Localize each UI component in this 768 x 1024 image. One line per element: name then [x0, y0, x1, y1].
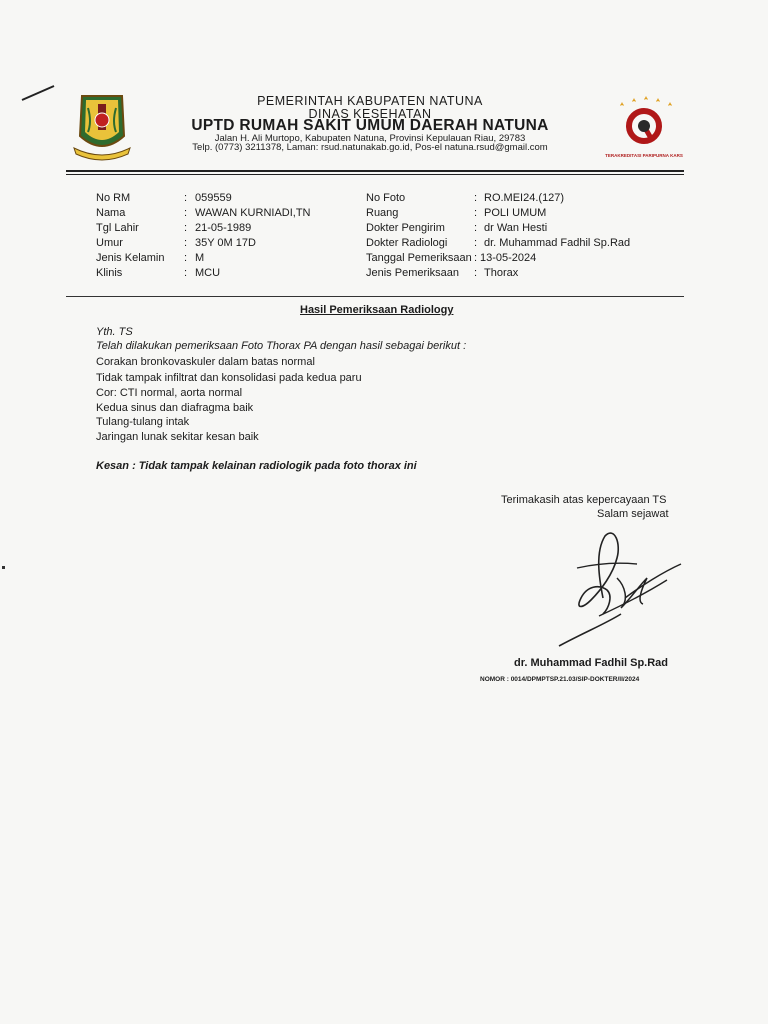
- info-label: Tanggal Pemeriksaan: [366, 252, 472, 264]
- natuna-coat-of-arms-logo: [70, 92, 134, 162]
- header-divider-thick: [66, 170, 684, 172]
- info-label: Nama: [96, 207, 126, 219]
- license-number: NOMOR : 0014/DPMPTSP.21.03/SIP-DOKTER/II/2024: [480, 676, 640, 683]
- finding-line: Cor: CTI normal, aorta normal: [96, 387, 243, 399]
- info-value: WAWAN KURNIADI,TN: [195, 207, 311, 219]
- info-label: Jenis Kelamin: [96, 252, 165, 264]
- info-value: dr. Muhammad Fadhil Sp.Rad: [484, 237, 631, 249]
- info-value: 059559: [195, 192, 232, 204]
- info-value: RO.MEI24.(127): [484, 192, 565, 204]
- finding-line: Corakan bronkovaskuler dalam batas normal: [96, 356, 315, 368]
- header-hospital-name: UPTD RUMAH SAKIT UMUM DAERAH NATUNA: [191, 117, 549, 134]
- pen-mark: [18, 82, 58, 104]
- info-value: 35Y 0M 17D: [195, 237, 256, 249]
- info-label: No Foto: [366, 192, 406, 204]
- section-divider: [66, 296, 684, 297]
- info-value: dr Wan Hesti: [484, 222, 548, 234]
- info-label: Klinis: [96, 267, 123, 279]
- info-label: No RM: [96, 192, 131, 204]
- info-value: MCU: [195, 267, 221, 279]
- finding-line: Kedua sinus dan diafragma baik: [96, 402, 254, 414]
- finding-line: Tulang-tulang intak: [96, 416, 190, 428]
- info-label: Jenis Pemeriksaan: [366, 267, 459, 279]
- info-label: Dokter Pengirim: [366, 222, 445, 234]
- header-department: DINAS KESEHATAN: [308, 107, 432, 121]
- finding-line: Jaringan lunak sekitar kesan baik: [96, 431, 259, 443]
- report-salutation: Yth. TS: [96, 326, 133, 338]
- info-value: 21-05-1989: [195, 222, 252, 234]
- report-conclusion: Kesan : Tidak tampak kelainan radiologik pada foto thorax ini: [96, 460, 417, 472]
- info-value: 13-05-2024: [480, 252, 537, 264]
- closing-regards: Salam sejawat: [597, 508, 669, 520]
- finding-line: Tidak tampak infiltrat dan konsolidasi pada kedua paru: [96, 372, 362, 384]
- info-label: Tgl Lahir: [96, 222, 139, 234]
- header-contact: Telp. (0773) 3211378, Laman: rsud.natunakab.go.id, Pos-el natuna.rsud@gmail.com: [192, 142, 548, 153]
- info-value: Thorax: [484, 267, 519, 279]
- info-label: Ruang: [366, 207, 399, 219]
- accreditation-logo: [604, 96, 684, 166]
- header-government: PEMERINTAH KABUPATEN NATUNA: [257, 94, 483, 108]
- header-divider-thin: [66, 174, 684, 175]
- doctor-name: dr. Muhammad Fadhil Sp.Rad: [514, 657, 669, 669]
- info-label: Dokter Radiologi: [366, 237, 448, 249]
- closing-thanks: Terimakasih atas kepercayaan TS: [501, 494, 667, 506]
- header-address: Jalan H. Ali Murtopo, Kabupaten Natuna, Provinsi Kepulauan Riau, 29783: [214, 133, 526, 144]
- doctor-signature: [555, 528, 685, 650]
- star-emblem-icon: [604, 96, 684, 148]
- info-label: Umur: [96, 237, 123, 249]
- report-title: Hasil Pemeriksaan Radiology: [300, 304, 454, 316]
- info-value: M: [195, 252, 205, 264]
- scan-mark: [2, 566, 5, 569]
- accreditation-caption: TERAKREDITASI PARIPURNA KARS: [605, 153, 683, 158]
- report-intro: Telah dilakukan pemeriksaan Foto Thorax PA dengan hasil sebagai berikut :: [96, 340, 467, 352]
- info-value: POLI UMUM: [484, 207, 547, 219]
